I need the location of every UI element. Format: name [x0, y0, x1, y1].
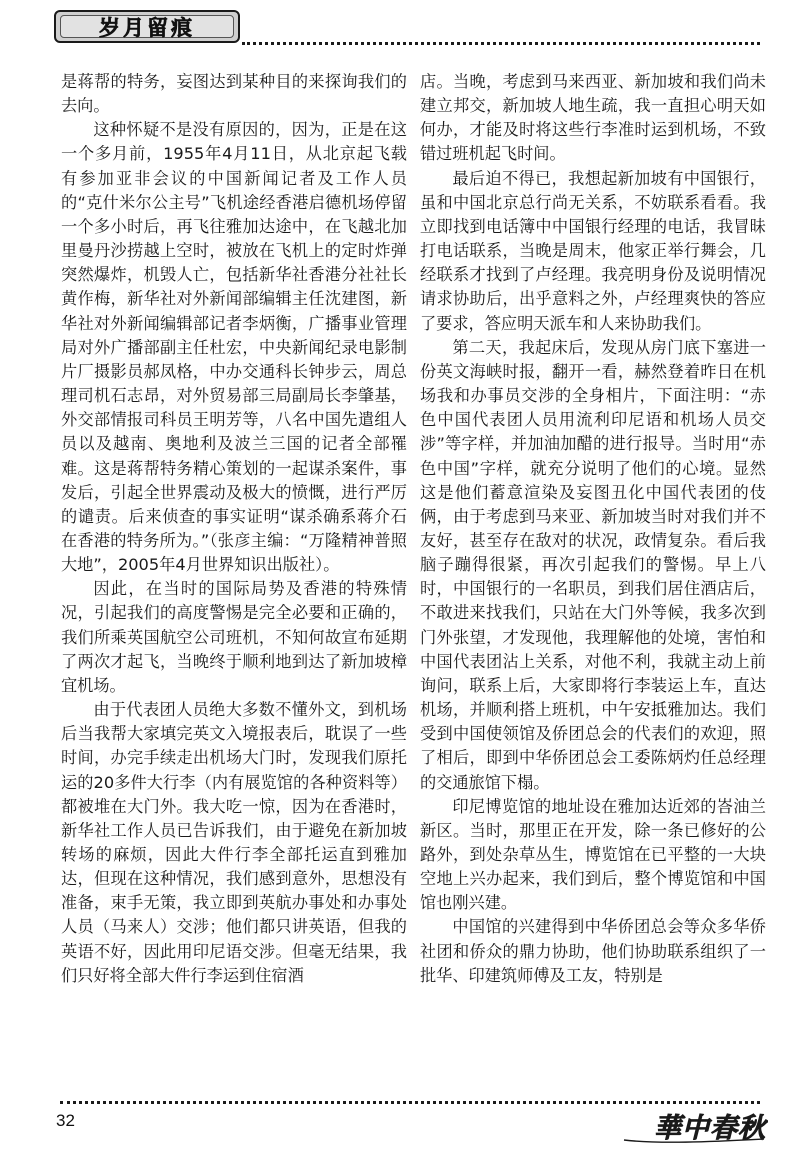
section-title: 岁月留痕 — [99, 14, 195, 40]
paragraph: 第二天，我起床后，发现从房门底下塞进一份英文海峡时报，翻开一看，赫然登着昨日在机场我和办事员交涉的全身相片，下面注明：“赤色中国代表团人员用流利印尼语和机场人员交涉”等字样，并加油加醋的进行报导。当时用“赤色中国”字样，就充分说明了他们的心境。显然这是他们蓄意渲染及妄图丑化中国代表团的伎俩，由于考虑到马来亚、新加坡当时对我们并不友好，甚至存在敌对的状况，政情复杂。看后我脑子蹦得很紧，再次引起我们的警惕。早上八时，中国银行的一名职员，到我们居住酒店后，不敢进来找我们，只站在大门外等候，我多次到门外张望，才发现他，我理解他的处境，害怕和中国代表团沾上关系，对他不利，我就主动上前询问，联系上后，大家即将行李装运上车，直达机场，并顺利搭上班机，中午安抵雅加达。我们受到中国使领馆及侨团总会的代表们的欢迎，照了相后，即到中华侨团总会工委陈炳灼任总经理的交通旅馆下榻。 — [420, 337, 766, 792]
paragraph: 印尼博览馆的地址设在雅加达近郊的峇油兰新区。当时，那里正在开发，除一条已修好的公路外，到处杂草丛生，博览馆在已平整的一大块空地上兴办起来，我们到后，整个博览馆和中国馆也刚兴建。 — [420, 796, 766, 913]
page-number: 32 — [56, 1111, 75, 1130]
paragraph: 由于代表团人员绝大多数不懂外文，到机场后当我帮大家填完英文入境报表后，耽误了一些时间，办完手续走出机场大门时，发现我们原托运的20多件大行李（内有展览馆的各种资料等）都被堆在大门外。我大吃一惊，因为在香港时，新华社工作人员已告诉我们，由于避免在新加坡转场的麻烦，因此大件行李全部托运直到雅加达，但现在这种情况，我们感到意外，思想没有准备，束手无策，我立即到英航办事处和办事处人员（马来人）交涉；他们都只讲英语，但我的英语不好，因此用印尼语交涉。但毫无结果，我们只好将全部大件行李运到住宿酒 — [61, 700, 407, 985]
paragraph: 店。当晚，考虑到马来西亚、新加坡和我们尚未建立邦交，新加坡人地生疏，我一直担心明天如何办，才能及时将这些行李准时运到机场，不致错过班机起飞时间。 — [420, 72, 766, 164]
publication-logo-text: 華中春秋 — [654, 1113, 766, 1144]
footer-dotted-rule — [60, 1101, 760, 1104]
article-left-column — [61, 70, 407, 988]
article-right-column — [420, 70, 766, 988]
section-header-badge — [54, 10, 240, 43]
header-dotted-rule — [242, 42, 760, 45]
paragraph: 是蒋帮的特务，妄图达到某种目的来探询我们的去向。 — [61, 72, 407, 116]
paragraph: 中国馆的兴建得到中华侨团总会等众多华侨社团和侨众的鼎力协助，他们协助联系组织了一批华、印建筑师傅及工友，特别是 — [420, 917, 766, 985]
paragraph: 因此，在当时的国际局势及香港的特殊情况，引起我们的高度警惕是完全必要和正确的，我们所乘英国航空公司班机，不知何故宣布延期了两次才起飞，当晚终于顺利地到达了新加坡樟宜机场。 — [61, 579, 407, 695]
paragraph: 最后迫不得已，我想起新加坡有中国银行，虽和中国北京总行尚无关系，不妨联系看看。我立即找到电话簿中中国银行经理的电话，我冒昧打电话联系，当晚是周末，他家正举行舞会，几经联系才找到了卢经理。我亮明身份及说明情况请求协助后，出乎意料之外，卢经理爽快的答应了要求，答应明天派车和人来协助我们。 — [420, 168, 766, 333]
paragraph: 这种怀疑不是没有原因的，因为，正是在这一个多月前，1955年4月11日，从北京起飞载有参加亚非会议的中国新闻记者及工作人员的“克什米尔公主号”飞机途经香港启德机场停留一个多小时后，再飞往雅加达途中，在飞越北加里曼丹沙捞越上空时，被放在飞机上的定时炸弹突然爆炸，机毁人亡，包括新华社香港分社社长黄作梅，新华社对外新闻部编辑主任沈建图，新华社对外新闻编辑部记者李炳衡，广播事业管理局对外广播部副主任杜宏，中央新闻纪录电影制片厂摄影员郝凤格，中办交通科长钟步云，周总理司机石志昂，对外贸易部三局副局长李肇基，外交部情报司科员王明芳等，八名中国先遣组人员以及越南、奥地利及波兰三国的记者全部罹难。这是蒋帮特务精心策划的一起谋杀案件，事发后，引起全世界震动及极大的愤慨，进行严厉的谴责。后来侦查的事实证明“谋杀确系蒋介石在香港的特务所为。”（张彦主编：“万隆精神普照大地”，2005年4月世界知识出版社）。 — [61, 120, 407, 575]
publication-logo — [618, 1106, 768, 1146]
